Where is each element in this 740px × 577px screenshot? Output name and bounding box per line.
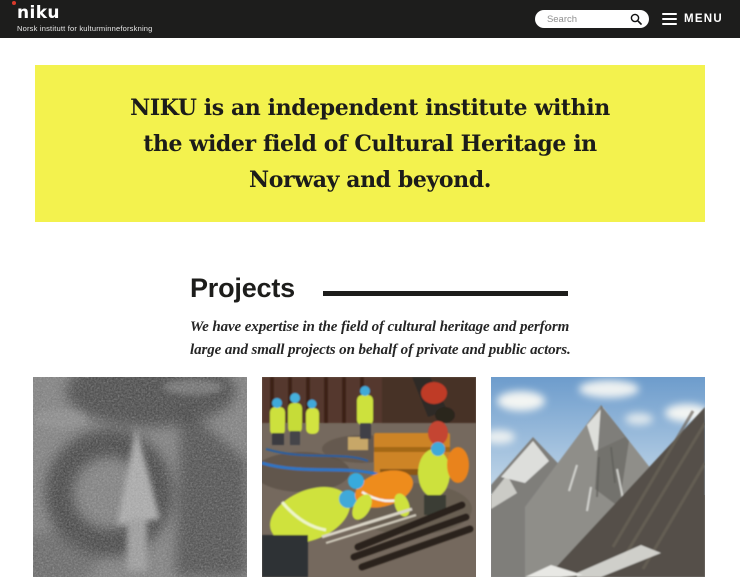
hero-heading [35,90,705,198]
search-icon [630,13,642,25]
projects-section [190,273,740,362]
project-image-rock-carving[interactable] [33,377,247,577]
hero-line-3: Norway and beyond. [249,166,491,193]
projects-description-line-1: We have expertise in the field of cultural heritage and perform [190,319,570,335]
logo-tagline: Norsk institutt for kulturminneforskning [17,24,153,34]
projects-title: Projects [190,273,295,303]
projects-header [190,273,740,304]
menu-label: MENU [683,13,723,25]
rock-carving-illustration [33,377,247,577]
logo-dot-icon [12,1,16,5]
header-right [535,10,723,28]
projects-divider-line [323,291,568,296]
menu-button[interactable] [662,13,723,26]
search-box [535,10,649,28]
excavation-illustration [262,377,476,577]
hero-line-2: the wider field of Cultural Heritage in [143,130,597,157]
hero-banner [35,65,705,222]
projects-description [190,316,740,362]
project-image-mountain[interactable] [491,377,705,577]
hamburger-icon [662,13,677,26]
logo[interactable] [17,5,153,33]
site-header [0,0,740,38]
hero-line-1: NIKU is an independent institute within [130,94,610,121]
project-image-excavation[interactable] [262,377,476,577]
search-input[interactable] [545,13,630,26]
main-content [0,273,740,362]
projects-description-line-2: large and small projects on behalf of private and public actors. [190,342,571,358]
mountain-illustration [491,377,705,577]
search-button[interactable] [630,13,643,26]
logo-text: niku [17,3,60,24]
project-grid [33,377,705,577]
